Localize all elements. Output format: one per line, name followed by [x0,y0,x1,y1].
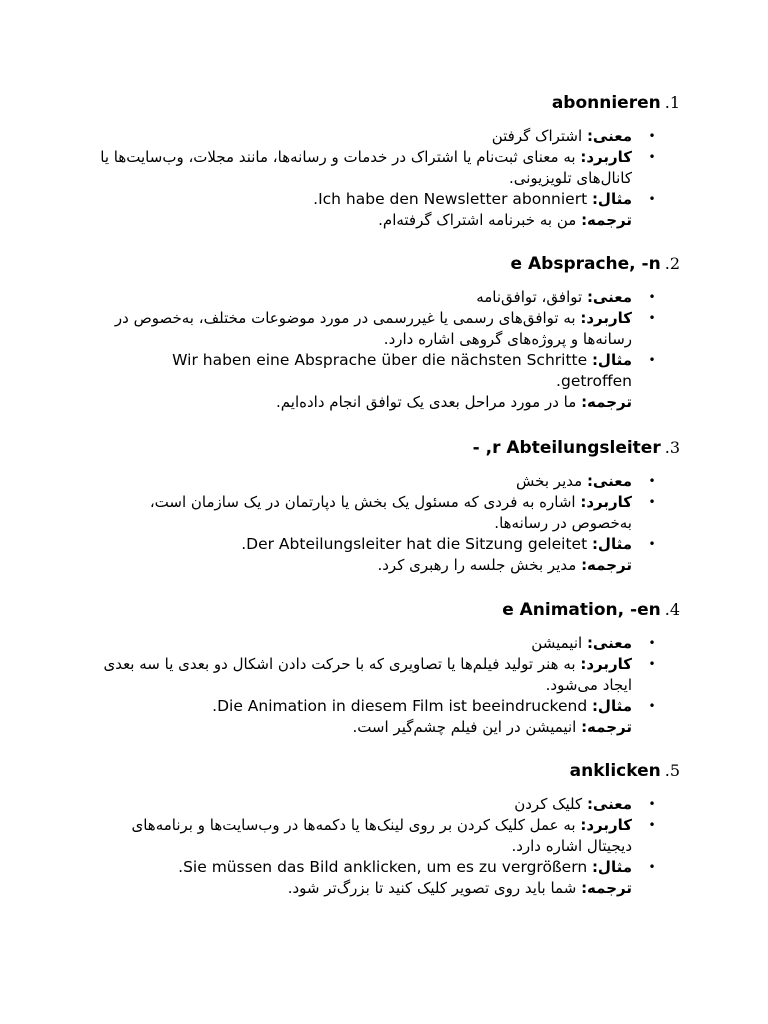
meaning-text: انیمیشن [531,634,587,652]
entry-heading [96,92,680,114]
translation-text: انیمیشن در این فیلم چشم‌گیر است. [352,718,582,736]
usage-text: به عمل کلیک کردن بر روی لینک‌ها یا دکمه‌ها در وب‌سایت‌ها و برنامه‌های دیجیتال اشاره دارد. [131,816,632,855]
bullet-icon: • [648,860,656,874]
meaning-item [96,287,680,308]
translation-item [96,878,680,899]
entry-number: 2. [664,254,680,273]
example-item [96,534,680,555]
vocab-entry-1 [96,92,680,231]
usage-item [96,308,680,350]
example-label: مثال: [591,190,632,208]
usage-label: کاربرد: [580,816,632,834]
meaning-text: اشتراک گرفتن [491,127,587,145]
usage-label: کاربرد: [580,148,632,166]
bullet-icon: • [648,129,656,143]
entry-word: e Absprache, -n [510,254,661,274]
entry-heading [96,437,680,459]
bullet-icon: • [648,353,656,367]
translation-label: ترجمه: [581,556,632,574]
bullet-icon: • [648,290,656,304]
usage-item [96,147,680,189]
usage-text: اشاره به فردی که مسئول یک بخش یا دپارتمان در یک سازمان است، به‌خصوص در رسانه‌ها. [149,493,632,532]
entry-details [96,633,680,738]
example-text: Ich habe den Newsletter abonniert. [313,190,588,208]
entry-number: 1. [664,93,680,112]
entry-word: r Abteilungsleiter, - [472,438,661,458]
entry-number: 3. [664,438,680,457]
meaning-item [96,471,680,492]
entry-heading [96,599,680,621]
example-item [96,696,680,717]
meaning-label: معنی: [586,795,632,813]
entry-heading [96,253,680,275]
bullet-icon: • [648,818,656,832]
translation-item [96,717,680,738]
translation-label: ترجمه: [581,211,632,229]
translation-text: من به خبرنامه اشتراک گرفته‌ام. [378,211,582,229]
entry-number: 5. [664,761,680,780]
entry-heading [96,760,680,782]
example-text: Sie müssen das Bild anklicken, um es zu vergrößern. [178,858,588,876]
bullet-icon: • [648,657,656,671]
vocab-entry-5 [96,760,680,899]
translation-label: ترجمه: [581,718,632,736]
usage-text: به معنای ثبت‌نام یا اشتراک در خدمات و رسانه‌ها، مانند مجلات، وب‌سایت‌ها یا کانال‌های تلویزیونی. [100,148,632,187]
bullet-icon: • [648,192,656,206]
usage-text: به هنر تولید فیلم‌ها یا تصاویری که با حرکت دادن اشکال دو بعدی یا سه بعدی ایجاد می‌شود. [103,655,632,694]
vocab-entry-3 [96,437,680,576]
usage-item [96,654,680,696]
entry-word: anklicken [569,761,661,781]
bullet-icon: • [648,311,656,325]
meaning-item [96,633,680,654]
meaning-label: معنی: [586,634,632,652]
meaning-item [96,126,680,147]
translation-label: ترجمه: [581,879,632,897]
usage-label: کاربرد: [580,309,632,327]
example-text: Wir haben eine Absprache über die nächsten Schritte getroffen. [172,351,632,390]
vocab-entry-2 [96,253,680,413]
entry-number: 4. [664,600,680,619]
vocab-entry-4 [96,599,680,738]
meaning-label: معنی: [586,127,632,145]
bullet-icon: • [648,474,656,488]
usage-item [96,492,680,534]
usage-text: به توافق‌های رسمی یا غیررسمی در مورد موضوعات مختلف، به‌خصوص در رسانه‌ها و پروژه‌های گروهی اشاره دارد. [114,309,632,348]
bullet-icon: • [648,537,656,551]
meaning-text: کلیک کردن [514,795,587,813]
translation-text: شما باید روی تصویر کلیک کنید تا بزرگ‌تر شود. [287,879,582,897]
example-label: مثال: [591,858,632,876]
entry-details [96,287,680,413]
bullet-icon: • [648,150,656,164]
meaning-label: معنی: [586,288,632,306]
example-text: Der Abteilungsleiter hat die Sitzung geleitet. [241,535,588,553]
example-item [96,857,680,878]
example-label: مثال: [591,697,632,715]
example-item [96,189,680,210]
entry-details [96,794,680,899]
translation-item [96,210,680,231]
entry-word: e Animation, -en [502,600,661,620]
translation-label: ترجمه: [581,393,632,411]
example-item [96,350,680,392]
bullet-icon: • [648,797,656,811]
entry-word: abonnieren [551,93,661,113]
bullet-icon: • [648,636,656,650]
usage-label: کاربرد: [580,655,632,673]
translation-item [96,555,680,576]
translation-item [96,392,680,413]
example-label: مثال: [591,351,632,369]
bullet-icon: • [648,699,656,713]
meaning-item [96,794,680,815]
meaning-text: مدیر بخش [516,472,587,490]
usage-item [96,815,680,857]
usage-label: کاربرد: [580,493,632,511]
entry-details [96,126,680,231]
translation-text: ما در مورد مراحل بعدی یک توافق انجام داده‌ایم. [276,393,582,411]
meaning-label: معنی: [586,472,632,490]
translation-text: مدیر بخش جلسه را رهبری کرد. [377,556,582,574]
example-text: Die Animation in diesem Film ist beeindruckend. [212,697,588,715]
example-label: مثال: [591,535,632,553]
bullet-icon: • [648,495,656,509]
meaning-text: توافق، توافق‌نامه [476,288,587,306]
entry-details [96,471,680,576]
